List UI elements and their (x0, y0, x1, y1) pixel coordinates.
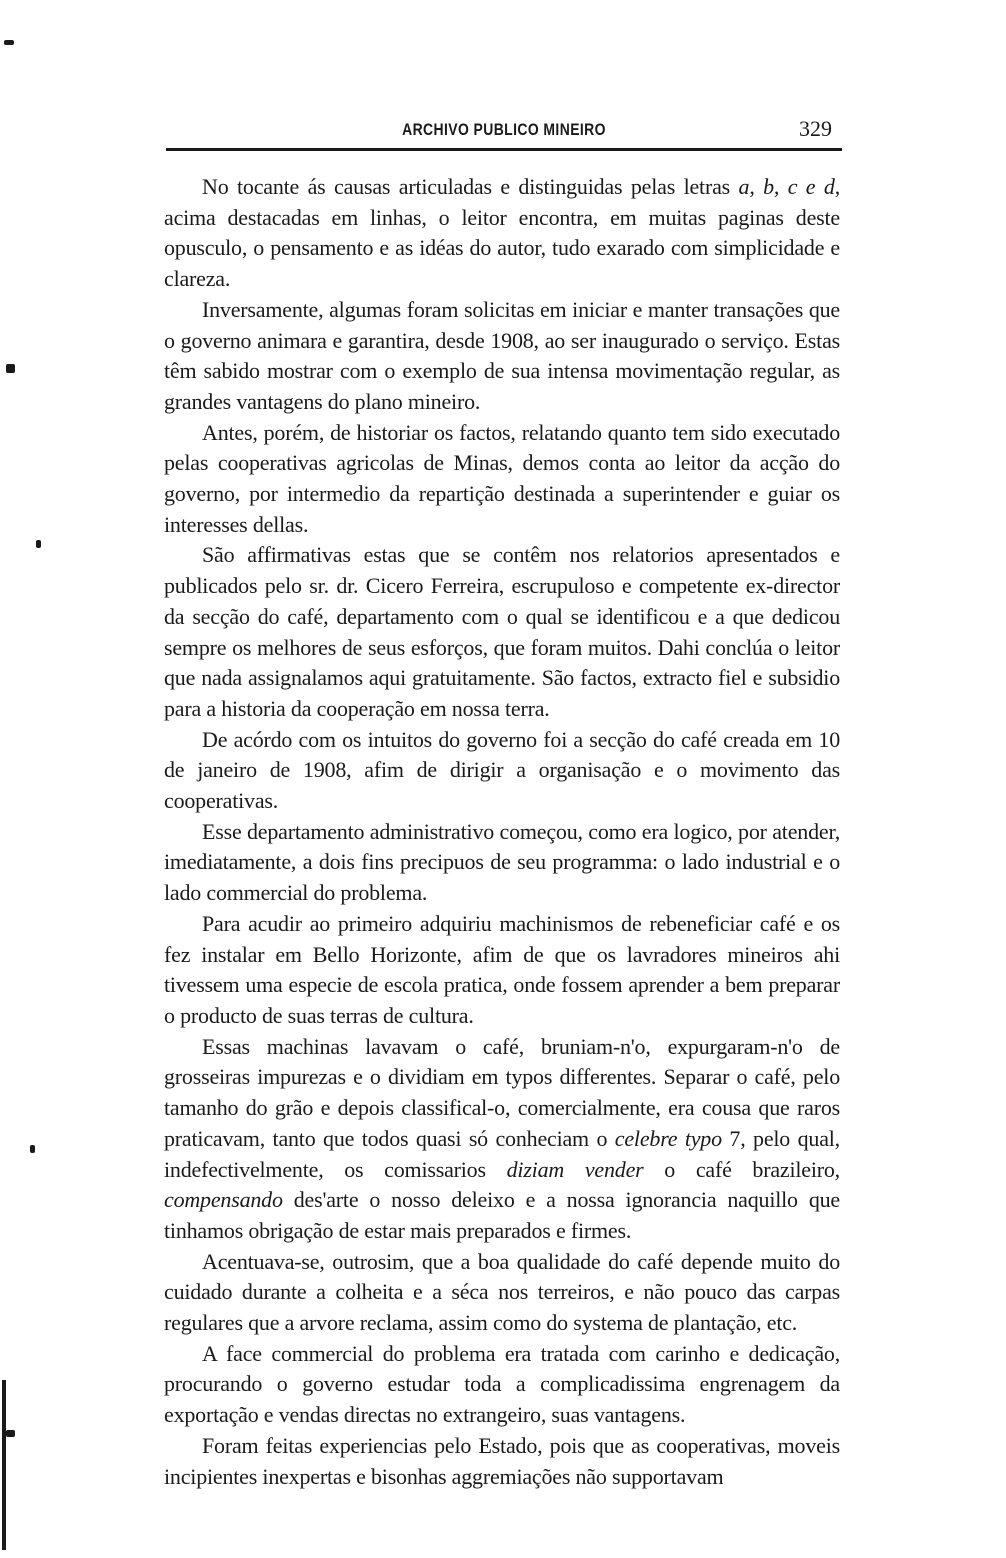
scan-speck (2, 1380, 6, 1550)
paragraph: De acórdo com os intuitos do governo foi a secção do café creada em 10 de janeiro de 1908, afim de dirigir a organisação e o movimento das cooperativas. (164, 726, 840, 814)
paragraph: Esse departamento administrativo começou, como era logico, por atender, imediatamente, a dois fins precipuos de seu programma: o lado industrial e o lado commercial do problema. (164, 818, 840, 906)
scan-speck (4, 40, 14, 45)
paragraph: A face commercial do problema era tratada com carinho e dedicação, procurando o governo estudar toda a complicadissima engrenagem da exportação e vendas directas no extrangeiro, suas vantagens. (164, 1340, 840, 1428)
paragraph: Inversamente, algumas foram solicitas em iniciar e manter transações que o governo animara e garantira, desde 1908, ao ser inaugurado o serviço. Estas têm sabido mostrar com o exemplo de sua intensa movimentação regular, as grandes vantagens do plano mineiro. (164, 296, 840, 414)
paragraph: São affirmativas estas que se contêm nos relatorios apresentados e publicados pelo sr. dr. Cicero Ferreira, escrupuloso e competente ex-director da secção do café, departamento com o qual se identificou e a que dedicou sempre os melhores de seus esforços, que foram muitos. Dahi conclúa o leitor que nada assignalamos aqui gratuitamente. São factos, extracto fiel e subsidio para a historia da cooperação em nossa terra. (164, 542, 840, 721)
paragraph: Antes, porém, de historiar os factos, relatando quanto tem sido executado pelas cooperativas agricolas de Minas, demos conta ao leitor da acção do governo, por intermedio da repartição destinada a superintender e guiar os interesses dellas. (164, 419, 840, 537)
paragraph: No tocante ás causas articuladas e distinguidas pelas letras a, b, c e d, acima destacadas em linhas, o leitor encontra, em muitas paginas deste opusculo, o pensamento e as idéas do autor, tudo exarado com simplicidade e clareza. (164, 174, 840, 292)
scan-speck (6, 1430, 15, 1437)
scan-speck (6, 364, 15, 373)
page-header (166, 116, 842, 146)
paragraph: Foram feitas experiencias pelo Estado, pois que as cooperativas, moveis incipientes inexpertas e bisonhas aggremiações não supportavam (164, 1432, 840, 1489)
scan-speck (30, 1145, 35, 1153)
scan-speck (36, 540, 41, 548)
running-title: ARCHIVO PUBLICO MINEIRO (402, 120, 606, 139)
paragraph: Para acudir ao primeiro adquiriu machinismos de rebeneficiar café e os fez instalar em Bello Horizonte, afim de que os lavradores mineiros ahi tivessem uma especie de escola pratica, onde fossem aprender a bem preparar o producto de suas terras de cultura. (164, 910, 840, 1028)
paragraph: Acentuava-se, outrosim, que a boa qualidade do café depende muito do cuidado durante a colheita e a séca nos terreiros, e não pouco das carpas regulares que a arvore reclama, assim como do systema de plantação, etc. (164, 1248, 840, 1336)
body-text (164, 172, 840, 1492)
paragraph: Essas machinas lavavam o café, bruniam-n'o, expurgaram-n'o de grosseiras impurezas e o dividiam em typos differentes. Separar o café, pelo tamanho do grão e depois classifical-o, comercialmente, era cousa que raros praticavam, tanto que todos quasi só conheciam o celebre typo 7, pelo qual, indefectivelmente, os comissarios diziam vender o café brazileiro, compensando des'arte o nosso deleixo e a nossa ignorancia naquillo que tinhamos obrigação de estar mais preparados e firmes. (164, 1033, 840, 1243)
header-rule (166, 148, 842, 151)
page-number: 329 (799, 116, 832, 141)
